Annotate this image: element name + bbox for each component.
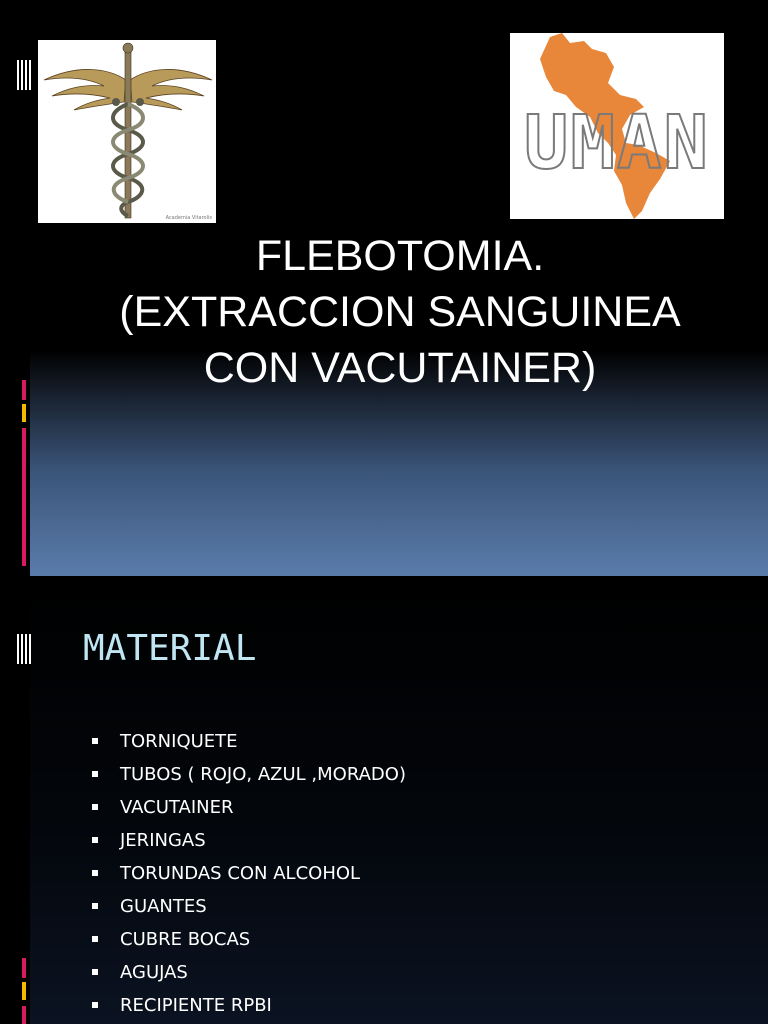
list-item <box>92 794 406 827</box>
accent-yellow <box>22 404 26 422</box>
accent-pink <box>22 380 26 400</box>
list-item-label: JERINGAS <box>120 830 206 851</box>
bullet-icon <box>92 969 98 975</box>
logo-caption: Academia Vitarolis <box>165 215 212 221</box>
list-item-label: VACUTAINER <box>120 797 234 818</box>
uman-wordmark: UMAN <box>523 100 711 186</box>
list-item <box>92 827 406 860</box>
hatch-decoration <box>17 60 31 90</box>
accent-pink-long <box>22 1006 26 1024</box>
bullet-icon <box>92 1002 98 1008</box>
list-item <box>92 860 406 893</box>
list-item <box>92 728 406 761</box>
bullet-icon <box>92 738 98 744</box>
title-line-2: (EXTRACCION SANGUINEA <box>119 288 681 336</box>
bullet-icon <box>92 903 98 909</box>
list-item-label: TUBOS ( ROJO, AZUL ,MORADO) <box>120 764 406 785</box>
list-item-label: TORNIQUETE <box>120 731 238 752</box>
title-line-3: CON VACUTAINER) <box>203 344 597 392</box>
accent-yellow <box>22 982 26 1000</box>
list-item-label: GUANTES <box>120 896 207 917</box>
bullet-icon <box>92 837 98 843</box>
title-line-1: FLEBOTOMIA. <box>255 232 545 280</box>
list-item-label: RECIPIENTE RPBI <box>120 995 272 1016</box>
bullet-icon <box>92 870 98 876</box>
slide-title-text <box>60 228 740 396</box>
list-item <box>92 992 406 1024</box>
hatch-decoration <box>17 634 31 664</box>
slide-material <box>0 576 768 1024</box>
accent-pink <box>22 958 26 978</box>
list-item-label: AGUJAS <box>120 962 188 983</box>
list-item <box>92 959 406 992</box>
caduceus-logo <box>38 40 216 223</box>
list-item-label: TORUNDAS CON ALCOHOL <box>120 863 361 884</box>
bullet-icon <box>92 804 98 810</box>
uman-logo <box>510 33 724 219</box>
material-heading: MATERIAL <box>83 628 257 669</box>
list-item <box>92 893 406 926</box>
material-list <box>92 728 406 1024</box>
caduceus-icon <box>38 40 216 223</box>
list-item-label: CUBRE BOCAS <box>120 929 251 950</box>
bullet-icon <box>92 936 98 942</box>
bullet-icon <box>92 771 98 777</box>
list-item <box>92 926 406 959</box>
accent-pink-long <box>22 428 26 566</box>
list-item <box>92 761 406 794</box>
